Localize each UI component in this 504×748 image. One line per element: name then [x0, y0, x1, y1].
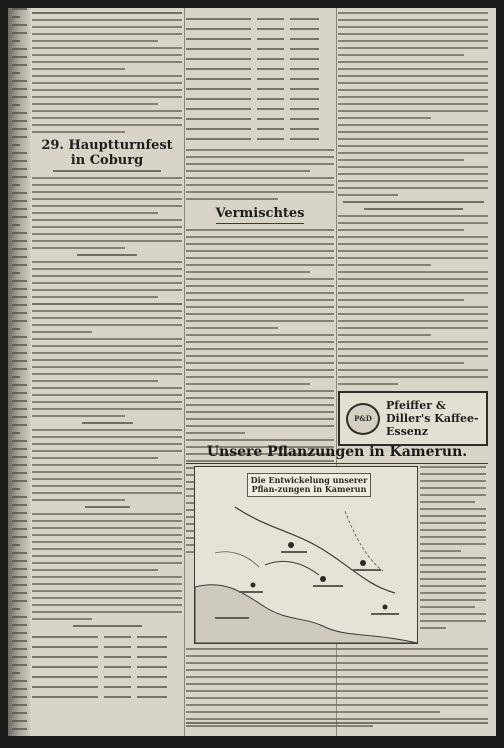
price-table: [186, 14, 334, 143]
section-subheading: [364, 208, 463, 210]
column-rule: [184, 8, 185, 736]
heading-vermischtes: Vermischtes: [215, 206, 305, 221]
heading-underline: [216, 223, 305, 224]
heading-hauptturnfest: 29. Hauptturnfest in Coburg: [41, 138, 173, 168]
previous-page-bleed: [8, 8, 30, 736]
newspaper-page: [8, 8, 496, 736]
article-text: [186, 648, 488, 732]
map-title: Die Entwickelung unserer Pflan-zungen in Kamerun: [247, 473, 371, 497]
price-table: [32, 632, 182, 701]
map-side-text: [420, 466, 486, 634]
heading-pflanzungen: Unsere Pflanzungen in Kamerun.: [186, 444, 488, 464]
brand-seal-icon: [346, 403, 380, 435]
ad-brand-name: Pfeiffer & Diller's Kaffee-Essenz: [386, 399, 479, 438]
kaffee-essenz-advertisement: [338, 391, 488, 446]
column-left: [32, 8, 182, 736]
section-subheading: [82, 422, 133, 424]
section-subheading: [85, 506, 130, 508]
section-subheading: [53, 170, 161, 172]
brand-seal-text: P&D: [354, 414, 372, 423]
section-subheading: [73, 625, 142, 627]
section-subheading: [343, 201, 484, 203]
section-subheading: [77, 254, 137, 256]
page-footer-rule: [186, 722, 488, 724]
kamerun-map: [194, 466, 418, 644]
